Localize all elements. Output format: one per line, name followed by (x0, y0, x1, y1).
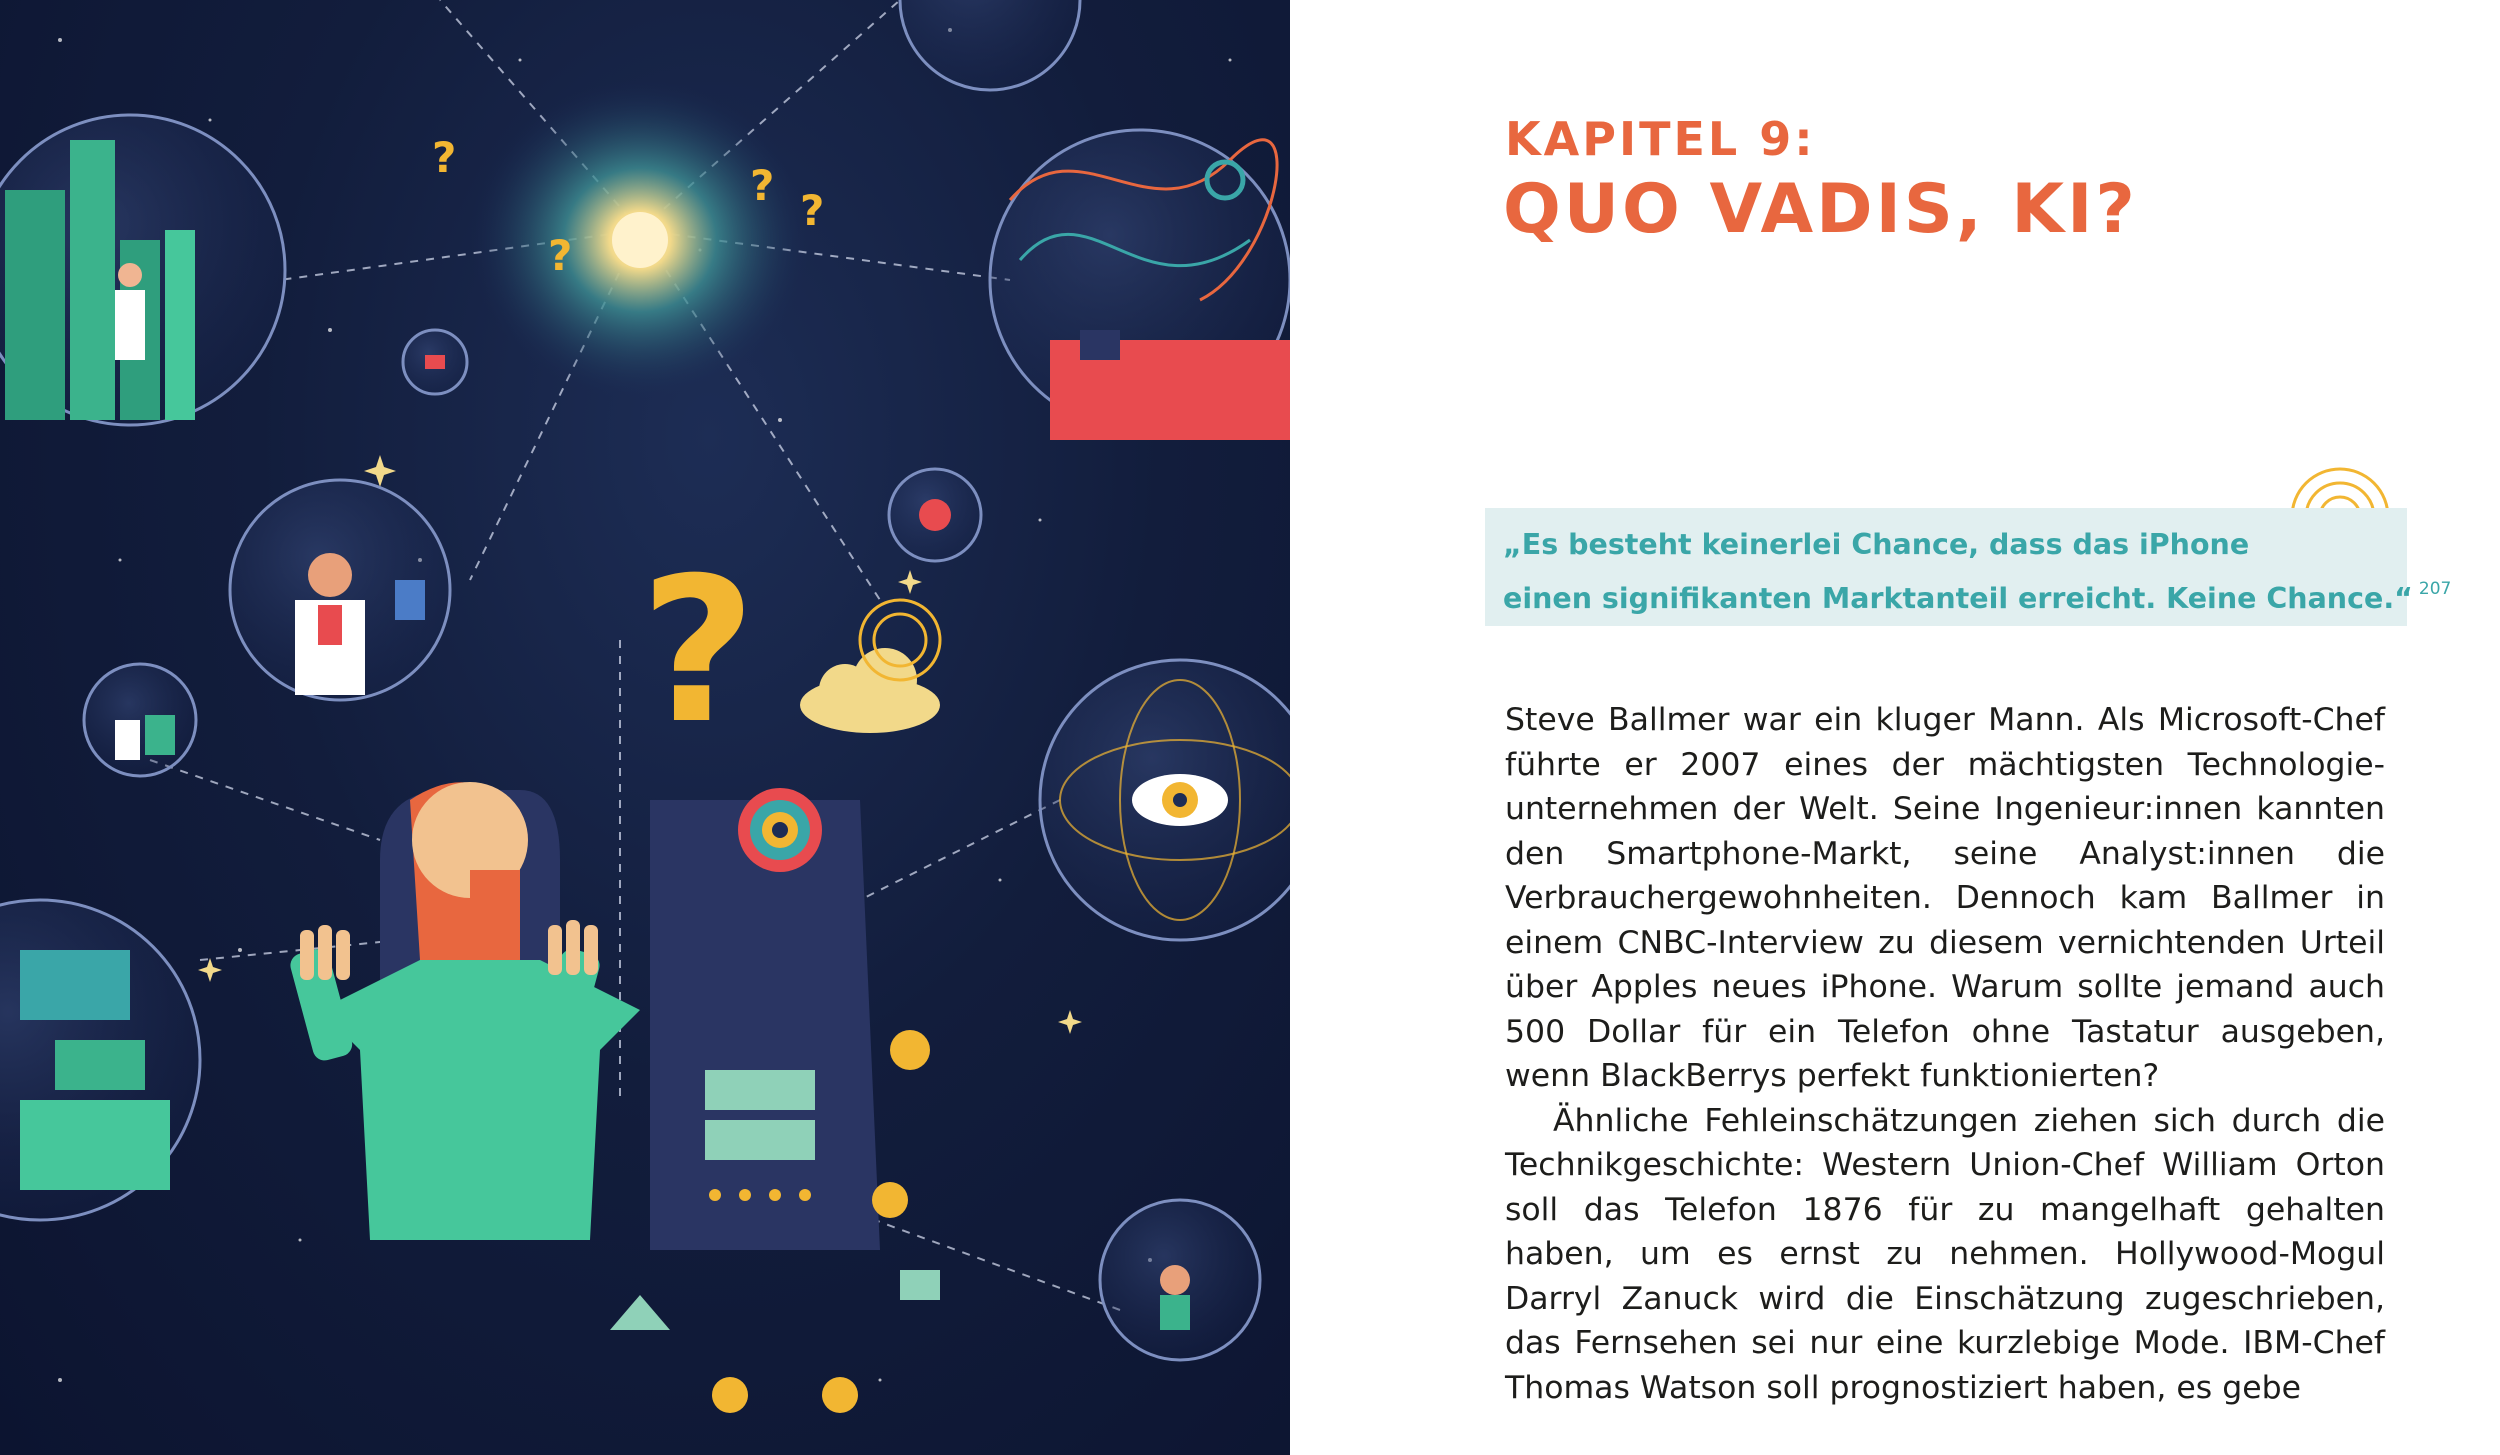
bubble-city (0, 115, 285, 425)
svg-text:?: ? (432, 133, 457, 182)
chapter-label: KAPITEL 9: (1505, 112, 1816, 166)
bubble-checklist (0, 900, 200, 1220)
bubble-robot-tiny (403, 330, 467, 394)
woman-figure (288, 782, 640, 1240)
body-text (1505, 698, 2385, 1410)
bubble-robot-small (889, 469, 981, 561)
quote-line-2 (1503, 567, 2452, 621)
bubble-small-lab (84, 664, 196, 776)
bubble-top (900, 0, 1080, 90)
svg-text:?: ? (750, 161, 775, 210)
bubble-factory (990, 130, 1290, 440)
chapter-title: QUO VADIS, KI? (1503, 170, 2138, 249)
quote-line-2-text: einen signifikanten Marktanteil erreicht. Keine Chance.“ (1503, 582, 2413, 615)
bubble-scientist (230, 480, 450, 700)
quote-line-1: „Es besteht keinerlei Chance, dass das iPhone (1503, 528, 2250, 561)
bubble-child (1100, 1200, 1260, 1360)
robot-figure (610, 788, 940, 1413)
quote-text (1503, 522, 2452, 621)
svg-text:?: ? (548, 231, 573, 280)
paragraph-2: Ähnliche Fehleinschätzungen ziehen sich durch die Technikgeschichte: Western Union-Chef William Orton soll das Telefon 1876 für zu mangelhaft gehalten haben, um es ernst zu nehmen. Hollywood-Mogul Darryl Zanuck wird die Einschätzung zugeschrieben, das Fernsehen sei nur eine kurzlebige Mode. IBM-Chef Thomas Watson soll prognostiziert haben, es gebe (1505, 1102, 2385, 1406)
text-page (1290, 0, 2500, 1455)
paragraph-1: Steve Ballmer war ein kluger Mann. Als Microsoft-Chef führte er 2007 eines der mächtigsten Technologieunternehmen der Welt. Seine Ingenieur:innen kannten den Smartphone-Markt, seine Analyst:innen die Verbrauchergewohnheiten. Dennoch kam Ballmer in einem CNBC-Interview zu diesem vernichtenden Urteil über Apples neues iPhone. Warum sollte jemand auch 500 Dollar für ein Telefon ohne Tastatur ausgeben, wenn BlackBerrys perfekt funktionierten? (1505, 702, 2385, 1094)
svg-text:?: ? (800, 186, 825, 235)
cloud-icon (800, 600, 940, 733)
footnote-marker: 207 (2418, 579, 2452, 599)
big-question-mark: ? (640, 535, 757, 768)
quote-box (1485, 508, 2452, 626)
bubble-eye (1040, 660, 1290, 940)
